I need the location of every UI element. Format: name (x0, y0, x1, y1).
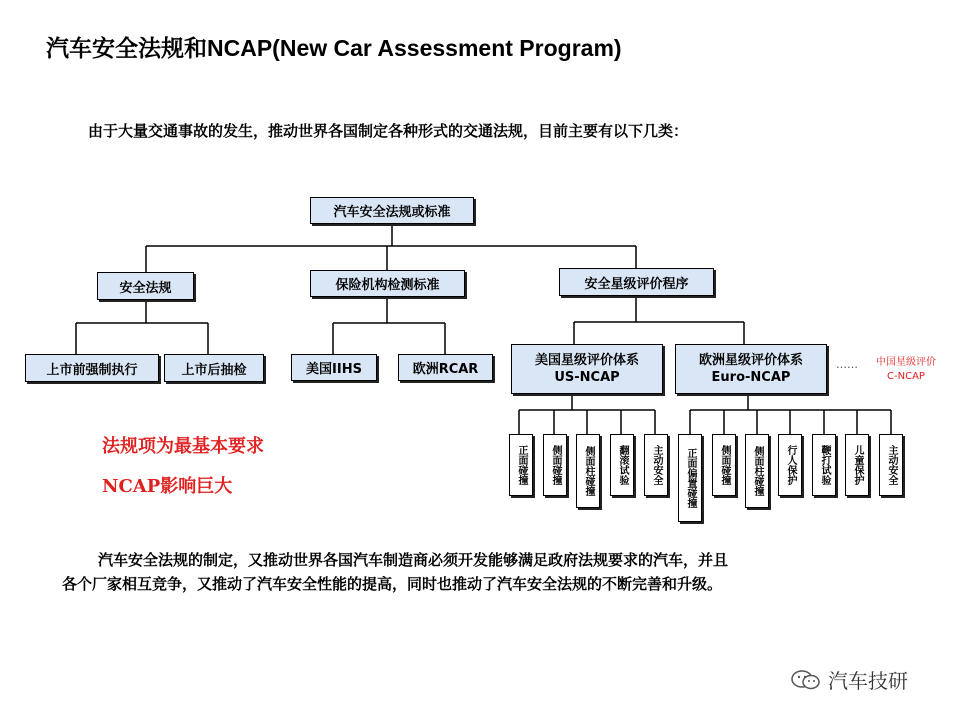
c-ncap-line2: C-NCAP (887, 371, 925, 382)
us-ncap-line2: US-NCAP (554, 370, 620, 385)
eu-test-whiplash: 鞭打试验 (812, 434, 836, 496)
watermark (790, 665, 908, 694)
euro-ncap-line1: 欧洲星级评价体系 (698, 353, 803, 368)
more-programs-ellipsis: …… (836, 358, 858, 371)
euro-ncap-line2: Euro-NCAP (711, 370, 791, 385)
eu-test-pedestrian: 行人保护 (778, 434, 802, 496)
node-postmarket-sampling: 上市后抽检 (164, 354, 264, 382)
node-eu-rcar: 欧洲RCAR (398, 354, 493, 381)
highlight-regulation-basic: 法规项为最基本要求 (102, 436, 264, 457)
node-star-rating-programs: 安全星级评价程序 (559, 268, 714, 296)
highlight-ncap-impact: NCAP影响巨大 (102, 476, 233, 497)
root-node: 汽车安全法规或标准 (310, 197, 474, 224)
us-test-rollover: 翻滚试验 (610, 434, 634, 496)
summary-line-2: 各个厂家相互竞争，又推动了汽车安全性能的提高，同时也推动了汽车安全法规的不断完善和升级。 (62, 575, 723, 593)
node-us-iihs: 美国IIHS (291, 354, 377, 381)
eu-test-child: 儿童保护 (845, 434, 869, 496)
us-ncap-line1: 美国星级评价体系 (534, 353, 639, 368)
eu-test-side: 侧面碰撞 (712, 434, 736, 496)
c-ncap-note (866, 356, 946, 384)
summary-paragraph (62, 548, 902, 596)
node-insurance-standards: 保险机构检测标准 (310, 270, 465, 297)
us-test-side-pole: 侧面柱碰撞 (576, 434, 600, 508)
summary-line-1: 汽车安全法规的制定，又推动世界各国汽车制造商必须开发能够满足政府法规要求的汽车，并且 (98, 551, 729, 569)
page-title: 汽车安全法规和NCAP(New Car Assessment Program) (46, 35, 622, 61)
watermark-text: 汽车技研 (828, 669, 908, 693)
us-test-active-safety: 主动安全 (644, 434, 668, 496)
node-euro-ncap (675, 344, 827, 394)
us-test-side: 侧面碰撞 (543, 434, 567, 496)
eu-test-frontal-offset: 正面偏置碰撞 (678, 434, 702, 522)
wechat-icon (790, 669, 822, 691)
eu-test-active-safety: 主动安全 (879, 434, 903, 496)
us-test-frontal: 正面碰撞 (509, 434, 533, 496)
node-us-ncap (511, 344, 663, 394)
c-ncap-line1: 中国星级评价 (876, 357, 936, 368)
intro-text: 由于大量交通事故的发生，推动世界各国制定各种形式的交通法规，目前主要有以下几类： (88, 122, 689, 140)
eu-test-side-pole: 侧面柱碰撞 (745, 434, 769, 508)
node-safety-regulations: 安全法规 (97, 272, 194, 300)
node-premarket-mandatory: 上市前强制执行 (25, 354, 159, 382)
